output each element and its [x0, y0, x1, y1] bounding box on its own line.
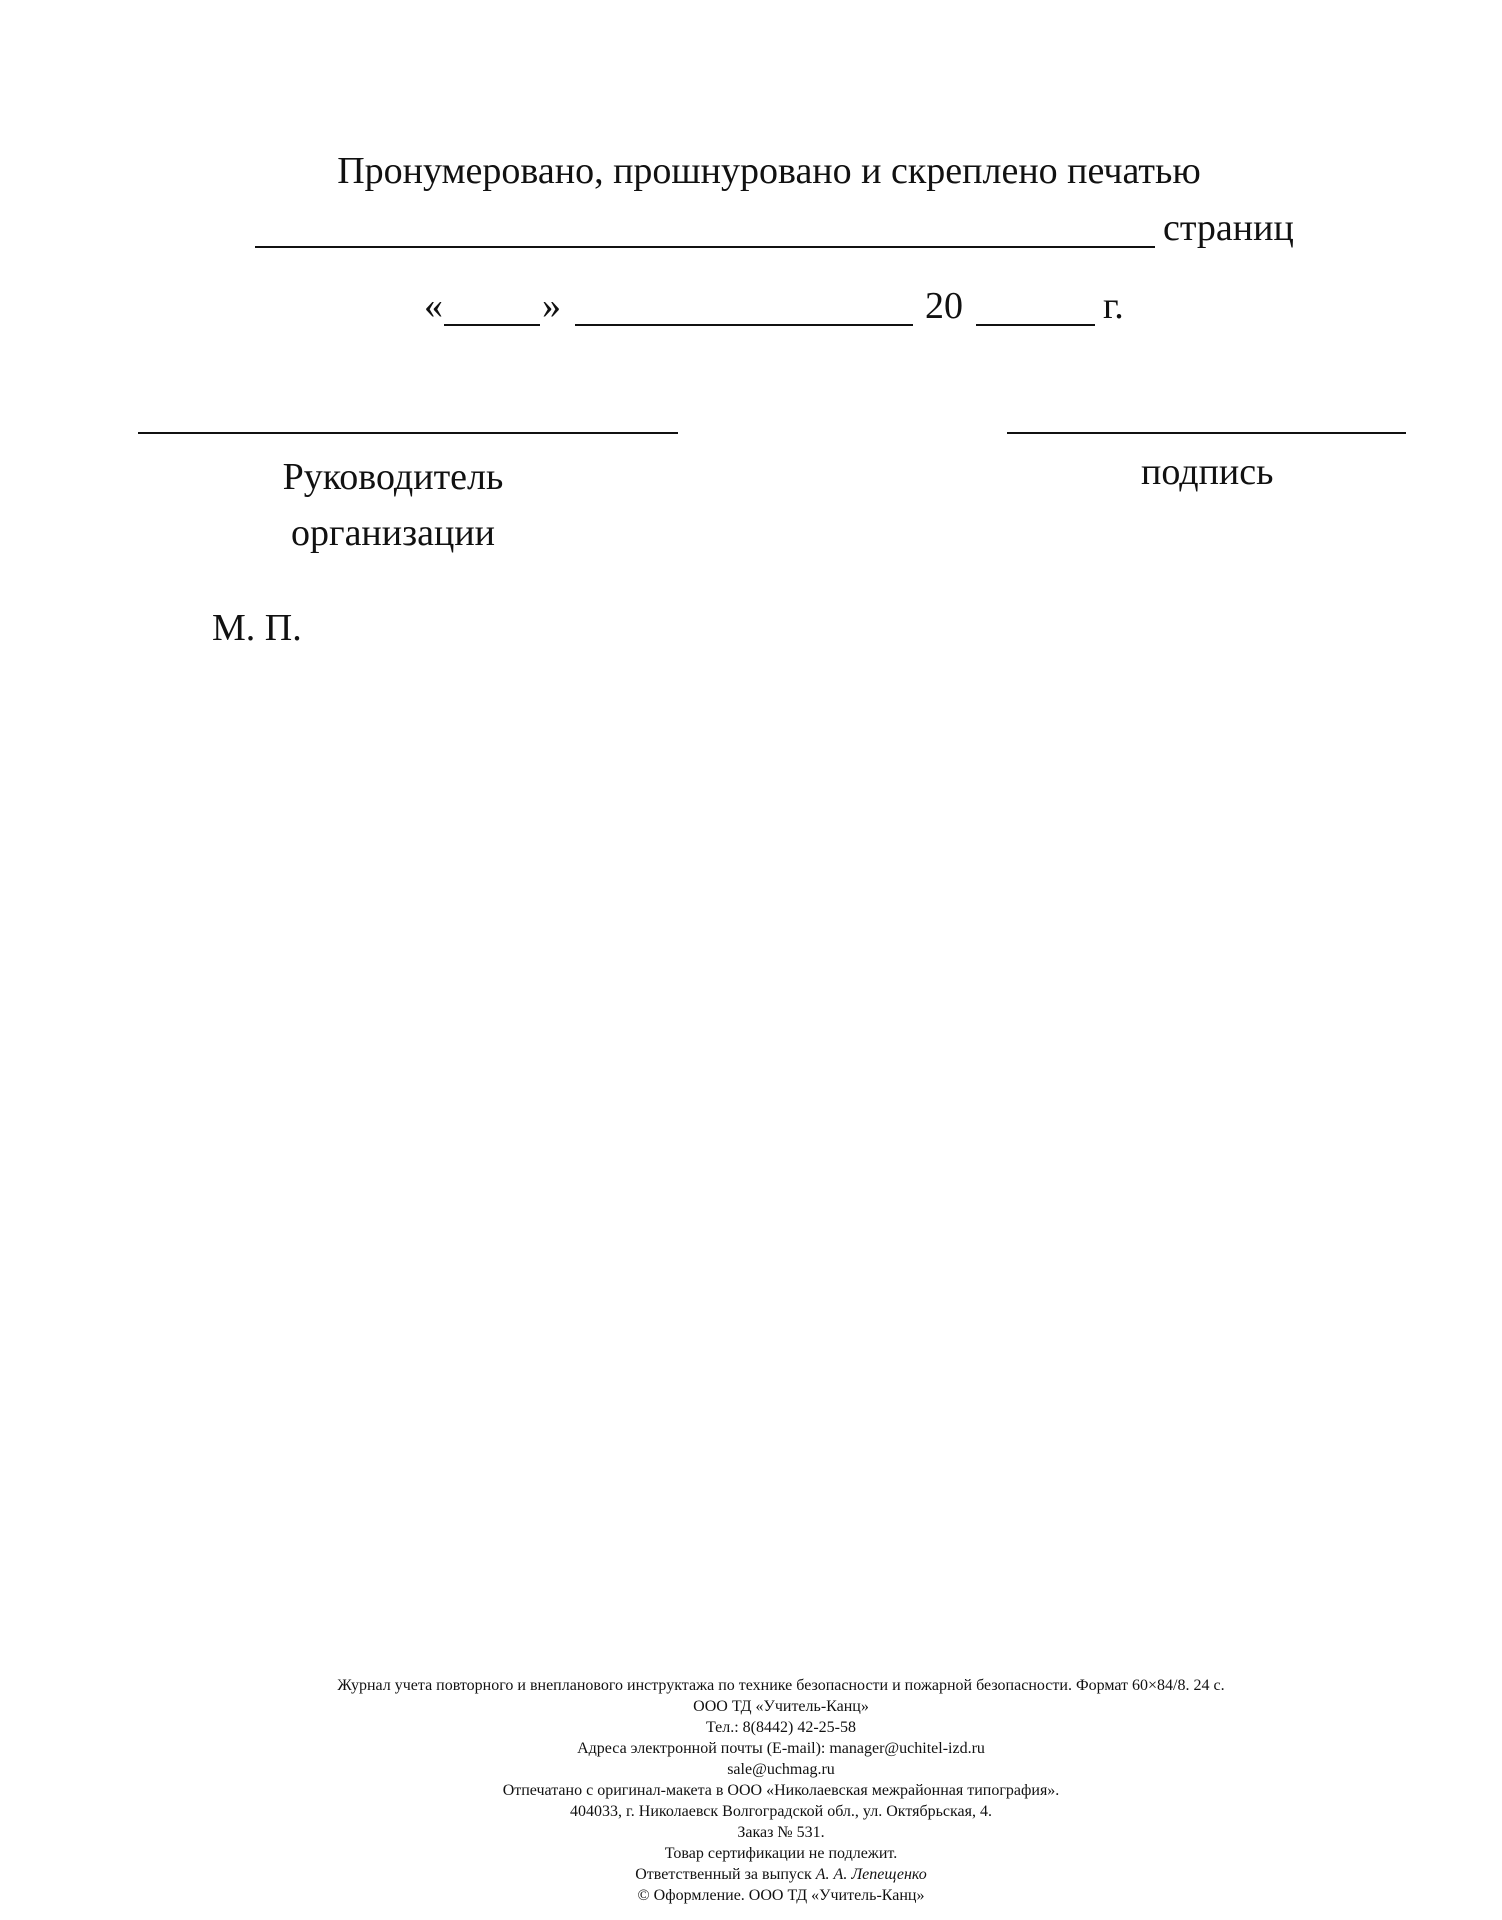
printing-house: Отпечатано с оригинал-макета в ООО «Николаевская межрайонная типография».: [502, 1782, 1060, 1799]
publisher-email: Адреса электронной почты (E-mail): manager@uchitel-izd.ru: [577, 1740, 985, 1757]
head-signature-line: [138, 432, 678, 434]
year-line: [976, 324, 1095, 326]
order-number: Заказ № 531.: [737, 1824, 825, 1841]
copyright: © Оформление. ООО ТД «Учитель-Канц»: [637, 1887, 925, 1904]
date-close-quote: »: [542, 285, 561, 327]
responsible-person: [180, 1864, 1382, 1885]
pages-count-line: [255, 246, 1155, 248]
journal-description: Журнал учета повторного и внепланового инструктажа по технике безопасности и пожарной безопасности. Формат 60×84/8. 24 с.: [337, 1677, 1225, 1694]
responsible-name: А. А. Лепещенко: [815, 1866, 927, 1883]
year-suffix: г.: [1103, 285, 1124, 327]
publisher-phone: Тел.: 8(8442) 42-25-58: [705, 1719, 856, 1736]
responsible-prefix: Ответственный за выпуск: [635, 1866, 812, 1883]
pages-label: страниц: [1163, 207, 1294, 249]
seal-placeholder-label: М. П.: [212, 607, 302, 649]
printing-address: 404033, г. Николаевск Волгоградской обл., ул. Октябрьская, 4.: [570, 1803, 992, 1820]
publisher-company: ООО ТД «Учитель-Канц»: [693, 1698, 869, 1715]
day-line: [444, 324, 540, 326]
signature-label: подпись: [1141, 451, 1274, 493]
publisher-sales-email: sale@uchmag.ru: [727, 1761, 835, 1778]
page-title: Пронумеровано, прошнуровано и скреплено печатью: [337, 150, 1201, 192]
signature-line: [1007, 432, 1406, 434]
month-line: [575, 324, 913, 326]
date-open-quote: «: [424, 285, 443, 327]
certification-note: Товар сертификации не подлежит.: [664, 1845, 898, 1862]
organization-head-label: Руководитель организации: [282, 456, 504, 554]
year-prefix: 20: [925, 285, 963, 327]
imprint-block: [180, 1675, 1382, 1906]
